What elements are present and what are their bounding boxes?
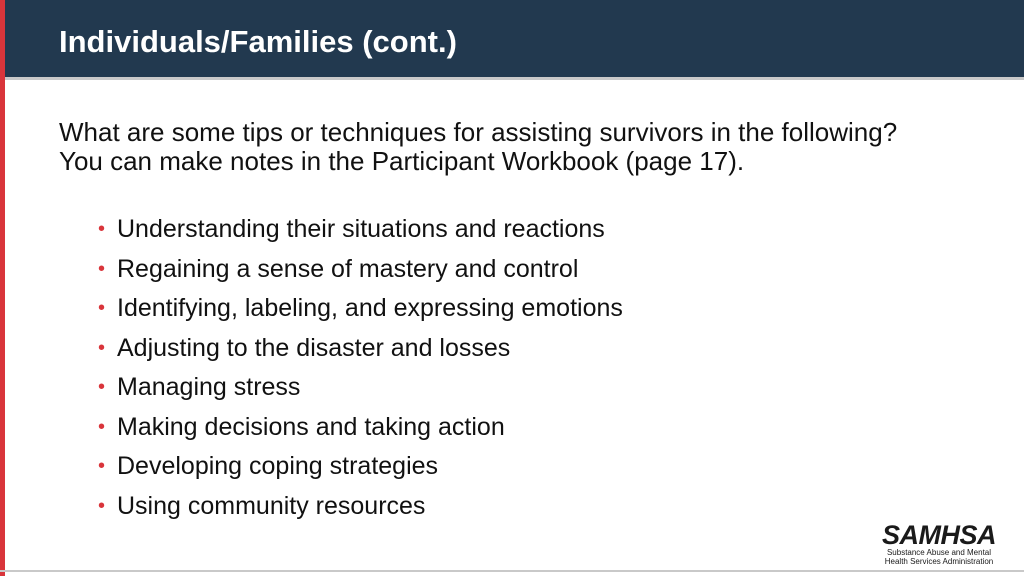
bullet-text: Regaining a sense of mastery and control	[117, 254, 579, 283]
intro-question: What are some tips or techniques for assisting survivors in the following? You can make notes in the Participant Workbook (page 17).	[59, 117, 898, 176]
list-item	[98, 487, 623, 527]
list-item	[98, 329, 623, 369]
list-item	[98, 289, 623, 329]
left-accent-bar	[0, 0, 5, 576]
bullet-text: Identifying, labeling, and expressing emotions	[117, 294, 623, 323]
bullet-icon: •	[98, 257, 106, 280]
samhsa-logo	[880, 522, 998, 566]
bullet-list	[98, 210, 623, 526]
list-item	[98, 447, 623, 487]
bullet-icon: •	[98, 376, 106, 399]
slide-title: Individuals/Families (cont.)	[59, 24, 457, 59]
logo-wordmark: SAMHSA	[881, 520, 996, 550]
bullet-text: Managing stress	[117, 373, 301, 402]
bullet-icon: •	[98, 455, 106, 478]
bullet-text: Making decisions and taking action	[117, 412, 505, 441]
list-item	[98, 408, 623, 448]
logo-tagline: Substance Abuse and Mental Health Services Administration	[884, 548, 994, 566]
bullet-icon: •	[98, 218, 106, 241]
header-divider	[5, 77, 1024, 80]
bullet-text: Understanding their situations and reactions	[117, 215, 605, 244]
bullet-icon: •	[98, 336, 106, 359]
bullet-text: Adjusting to the disaster and losses	[117, 333, 511, 362]
bullet-icon: •	[98, 494, 106, 517]
bullet-text: Developing coping strategies	[117, 452, 439, 481]
bullet-icon: •	[98, 297, 106, 320]
bullet-icon: •	[98, 415, 106, 438]
list-item	[98, 210, 623, 250]
list-item	[98, 368, 623, 408]
list-item	[98, 250, 623, 290]
footer-divider	[0, 570, 1024, 572]
bullet-text: Using community resources	[117, 491, 426, 520]
